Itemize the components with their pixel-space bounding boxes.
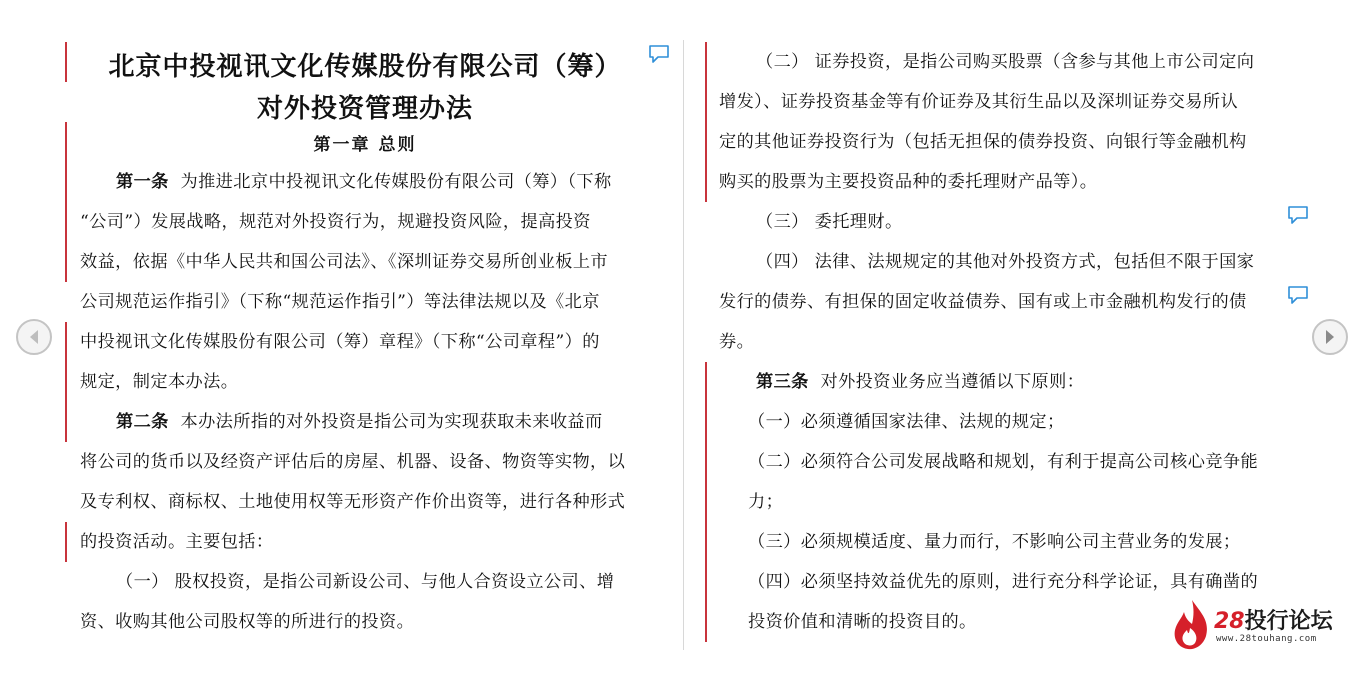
item-4-line: 券。 <box>719 332 755 352</box>
article-1-line: 公司规范运作指引》（下称“规范运作指引”）等法律法规以及《北京 <box>80 292 600 312</box>
prev-page-button[interactable] <box>16 319 52 355</box>
revision-bar <box>65 122 67 282</box>
item-2-line: 定的其他证券投资行为（包括无担保的债券投资、向银行等金融机构 <box>719 132 1247 152</box>
document-title-line2: 对外投资管理办法 <box>256 94 473 124</box>
comment-icon[interactable] <box>647 43 671 65</box>
revision-bar <box>65 322 67 442</box>
article-1-line: 中投视讯文化传媒股份有限公司（筹）章程》（下称“公司章程”）的 <box>80 332 600 352</box>
right-page <box>684 0 1366 674</box>
chapter-heading: 第一章 总则 <box>313 135 417 155</box>
principle-line: （一）必须遵循国家法律、法规的规定； <box>748 412 1065 432</box>
item-4-line: 发行的债券、有担保的固定收益债券、国有或上市金融机构发行的债 <box>719 292 1247 312</box>
principle-line: 力； <box>748 492 784 512</box>
revision-bar <box>65 42 67 82</box>
principle-line: （三）必须规模适度、量力而行，不影响公司主营业务的发展； <box>748 532 1241 552</box>
item-3-line: （三） 委托理财。 <box>756 212 903 232</box>
article-1-line: 规定，制定本办法。 <box>80 372 239 392</box>
comment-icon[interactable] <box>1286 284 1310 306</box>
flame-icon <box>1170 598 1214 652</box>
revision-bar <box>705 42 707 202</box>
article-2-label: 第二条 <box>116 412 169 432</box>
article-1-line: “公司”）发展战略，规范对外投资行为，规避投资风险，提高投资 <box>80 212 591 232</box>
item-2-line: 增发）、证券投资基金等有价证券及其衍生品以及深圳证券交易所认 <box>719 92 1239 112</box>
item-4-line: （四） 法律、法规规定的其他对外投资方式，包括但不限于国家 <box>756 252 1255 272</box>
chevron-left-icon <box>18 321 50 353</box>
article-3-label: 第三条 <box>756 372 809 392</box>
principle-line: 投资价值和清晰的投资目的。 <box>748 612 977 632</box>
item-1-line: 资、收购其他公司股权等的所进行的投资。 <box>80 612 415 632</box>
next-page-button[interactable] <box>1312 319 1348 355</box>
logo-text: 28投行论坛 <box>1214 609 1333 634</box>
item-2-line: 购买的股票为主要投资品种的委托理财产品等）。 <box>719 172 1098 192</box>
chevron-right-icon <box>1314 321 1346 353</box>
article-2-line: 将公司的货币以及经资产评估后的房屋、机器、设备、物资等实物，以 <box>80 452 626 472</box>
comment-icon[interactable] <box>1286 204 1310 226</box>
revision-bar <box>705 362 707 642</box>
item-2-line: （二） 证券投资，是指公司购买股票（含参与其他上市公司定向 <box>756 52 1255 72</box>
principle-line: （二）必须符合公司发展战略和规划，有利于提高公司核心竞争能 <box>748 452 1259 472</box>
article-2-line: 及专利权、商标权、土地使用权等无形资产作价出资等，进行各种形式 <box>80 492 626 512</box>
article-2-line: 的投资活动。主要包括： <box>80 532 274 552</box>
article-2-line: 第二条 本办法所指的对外投资是指公司为实现获取未来收益而 <box>116 412 603 432</box>
article-1-label: 第一条 <box>116 172 169 192</box>
article-1-line: 效益，依据《中华人民共和国公司法》、《深圳证券交易所创业板上市 <box>80 252 609 272</box>
item-1-line: （一） 股权投资，是指公司新设公司、与他人合资设立公司、增 <box>116 572 615 592</box>
article-1-line: 第一条 为推进北京中投视讯文化传媒股份有限公司（筹）（下称 <box>116 172 612 192</box>
logo-url: www.28touhang.com <box>1216 634 1317 644</box>
document-title-line1: 北京中投视讯文化传媒股份有限公司（筹） <box>108 52 622 82</box>
article-3-line: 第三条 对外投资业务应当遵循以下原则： <box>756 372 1085 392</box>
site-logo <box>1170 598 1350 652</box>
principle-line: （四）必须坚持效益优先的原则，进行充分科学论证，具有确凿的 <box>748 572 1259 592</box>
revision-bar <box>65 522 67 562</box>
